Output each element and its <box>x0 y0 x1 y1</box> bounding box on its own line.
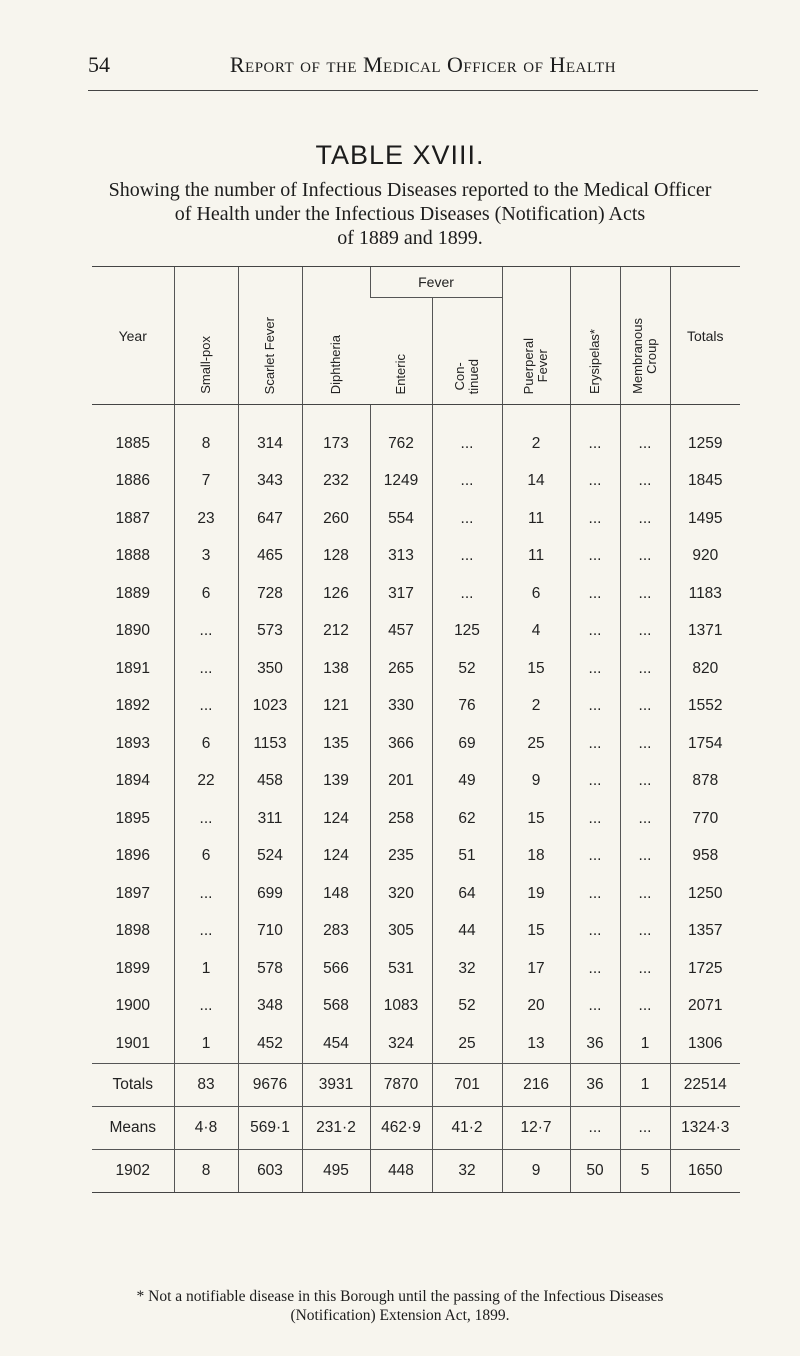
cell-enteric: 313 <box>370 538 432 576</box>
cell-smallpox: 83 <box>174 1063 238 1106</box>
cell-membranous-croup: 1 <box>620 1063 670 1106</box>
cell-scarlet-fever: 9676 <box>238 1063 302 1106</box>
table-body <box>92 405 740 1193</box>
cell-smallpox: ... <box>174 688 238 726</box>
cell-continued: 76 <box>432 688 502 726</box>
cell-scarlet-fever: 458 <box>238 763 302 801</box>
cell-year: 1885 <box>115 434 150 452</box>
cell-puerperal-fever: 25 <box>502 725 570 763</box>
cell-puerperal-fever: 17 <box>502 950 570 988</box>
cell-erysipelas: ... <box>570 725 620 763</box>
cell-continued: 52 <box>432 650 502 688</box>
cell-diphtheria: 135 <box>302 725 370 763</box>
table-row <box>92 800 740 838</box>
cell-scarlet-fever: 603 <box>238 1149 302 1192</box>
cell-erysipelas: ... <box>570 913 620 951</box>
cell-smallpox: 22 <box>174 763 238 801</box>
cell-continued: ... <box>432 463 502 501</box>
cell-membranous-croup: ... <box>620 500 670 538</box>
cell-erysipelas: ... <box>570 405 620 463</box>
cell-scarlet-fever: 465 <box>238 538 302 576</box>
table-row <box>92 500 740 538</box>
cell-totals: 1754 <box>670 725 740 763</box>
cell-membranous-croup: ... <box>620 1106 670 1149</box>
cell-scarlet-fever: 1023 <box>238 688 302 726</box>
cell-continued: 32 <box>432 950 502 988</box>
cell-year: 1901 <box>115 1034 150 1052</box>
col-header-year: Year <box>92 267 174 405</box>
cell-diphtheria: 148 <box>302 875 370 913</box>
cell-smallpox: ... <box>174 613 238 651</box>
cell-scarlet-fever: 452 <box>238 1025 302 1063</box>
cell-smallpox: 1 <box>174 950 238 988</box>
cell-membranous-croup: ... <box>620 838 670 876</box>
table-caption <box>50 178 770 250</box>
table-row <box>92 875 740 913</box>
cell-year: 1894 <box>115 772 150 790</box>
cell-puerperal-fever: 9 <box>502 763 570 801</box>
cell-year: 1893 <box>115 734 150 752</box>
cell-enteric: 201 <box>370 763 432 801</box>
cell-diphtheria: 232 <box>302 463 370 501</box>
table-row <box>92 1063 740 1106</box>
cell-continued: 51 <box>432 838 502 876</box>
cell-diphtheria: 566 <box>302 950 370 988</box>
cell-puerperal-fever: 15 <box>502 650 570 688</box>
cell-year: 1888 <box>115 547 150 565</box>
cell-enteric: 258 <box>370 800 432 838</box>
cell-continued: 52 <box>432 988 502 1026</box>
cell-membranous-croup: ... <box>620 575 670 613</box>
cell-puerperal-fever: 2 <box>502 688 570 726</box>
cell-erysipelas: ... <box>570 500 620 538</box>
cell-membranous-croup: ... <box>620 875 670 913</box>
table-row <box>92 1025 740 1063</box>
cell-scarlet-fever: 1153 <box>238 725 302 763</box>
cell-year: 1886 <box>115 472 150 490</box>
cell-smallpox: 4·8 <box>174 1106 238 1149</box>
table-row <box>92 1106 740 1149</box>
infectious-diseases-table <box>92 266 740 1193</box>
cell-year: 1887 <box>115 509 150 527</box>
cell-smallpox: ... <box>174 988 238 1026</box>
col-header-continued: Con- tinued <box>432 298 502 405</box>
cell-smallpox: 6 <box>174 575 238 613</box>
cell-year: 1890 <box>115 622 150 640</box>
cell-erysipelas: ... <box>570 463 620 501</box>
cell-erysipelas: 36 <box>570 1025 620 1063</box>
cell-scarlet-fever: 578 <box>238 950 302 988</box>
cell-totals: 1183 <box>670 575 740 613</box>
cell-scarlet-fever: 647 <box>238 500 302 538</box>
cell-enteric: 317 <box>370 575 432 613</box>
cell-erysipelas: ... <box>570 988 620 1026</box>
cell-continued: 64 <box>432 875 502 913</box>
cell-totals: 2071 <box>670 988 740 1026</box>
cell-membranous-croup: ... <box>620 913 670 951</box>
cell-year: Totals <box>92 1063 174 1106</box>
col-header-erysipelas: Erysipelas* <box>570 267 620 405</box>
table-row <box>92 763 740 801</box>
running-head <box>88 52 758 80</box>
table-row <box>92 575 740 613</box>
table-row <box>92 538 740 576</box>
caption-line: of 1889 and 1899. <box>337 227 483 249</box>
cell-enteric: 305 <box>370 913 432 951</box>
cell-diphtheria: 121 <box>302 688 370 726</box>
cell-scarlet-fever: 710 <box>238 913 302 951</box>
cell-membranous-croup: ... <box>620 463 670 501</box>
cell-continued: 125 <box>432 613 502 651</box>
cell-diphtheria: 128 <box>302 538 370 576</box>
table-row <box>92 725 740 763</box>
cell-continued: 701 <box>432 1063 502 1106</box>
cell-enteric: 366 <box>370 725 432 763</box>
cell-smallpox: 7 <box>174 463 238 501</box>
caption-line: of Health under the Infectious Diseases (Notification) Acts <box>174 203 646 225</box>
cell-scarlet-fever: 569·1 <box>238 1106 302 1149</box>
cell-totals: 878 <box>670 763 740 801</box>
cell-membranous-croup: ... <box>620 763 670 801</box>
footnote-line: * Not a notifiable disease in this Borough until the passing of the Infectious Diseases <box>136 1288 664 1305</box>
cell-diphtheria: 124 <box>302 800 370 838</box>
cell-puerperal-fever: 11 <box>502 500 570 538</box>
table-row <box>92 838 740 876</box>
cell-year: 1895 <box>115 809 150 827</box>
cell-erysipelas: ... <box>570 1106 620 1149</box>
cell-smallpox: 8 <box>174 405 238 463</box>
cell-totals: 770 <box>670 800 740 838</box>
cell-puerperal-fever: 14 <box>502 463 570 501</box>
cell-enteric: 235 <box>370 838 432 876</box>
cell-puerperal-fever: 15 <box>502 800 570 838</box>
cell-membranous-croup: 1 <box>620 1025 670 1063</box>
cell-smallpox: 6 <box>174 725 238 763</box>
cell-erysipelas: ... <box>570 650 620 688</box>
cell-scarlet-fever: 524 <box>238 838 302 876</box>
cell-smallpox: 8 <box>174 1149 238 1192</box>
cell-diphtheria: 173 <box>302 405 370 463</box>
cell-totals: 1259 <box>670 405 740 463</box>
cell-enteric: 324 <box>370 1025 432 1063</box>
cell-smallpox: 6 <box>174 838 238 876</box>
cell-smallpox: ... <box>174 875 238 913</box>
cell-diphtheria: 126 <box>302 575 370 613</box>
cell-enteric: 448 <box>370 1149 432 1192</box>
cell-smallpox: ... <box>174 800 238 838</box>
cell-scarlet-fever: 350 <box>238 650 302 688</box>
cell-puerperal-fever: 18 <box>502 838 570 876</box>
cell-erysipelas: ... <box>570 613 620 651</box>
cell-smallpox: 3 <box>174 538 238 576</box>
cell-continued: 32 <box>432 1149 502 1192</box>
cell-diphtheria: 138 <box>302 650 370 688</box>
cell-diphtheria: 260 <box>302 500 370 538</box>
footnote-line: (Notification) Extension Act, 1899. <box>290 1307 510 1324</box>
table-row <box>92 463 740 501</box>
cell-diphtheria: 139 <box>302 763 370 801</box>
cell-scarlet-fever: 311 <box>238 800 302 838</box>
cell-year: 1899 <box>115 959 150 977</box>
cell-erysipelas: ... <box>570 763 620 801</box>
cell-year: 1897 <box>115 884 150 902</box>
cell-enteric: 554 <box>370 500 432 538</box>
cell-totals: 1552 <box>670 688 740 726</box>
cell-enteric: 762 <box>370 405 432 463</box>
cell-totals: 1371 <box>670 613 740 651</box>
cell-diphtheria: 495 <box>302 1149 370 1192</box>
cell-enteric: 330 <box>370 688 432 726</box>
cell-puerperal-fever: 216 <box>502 1063 570 1106</box>
page-number: 54 <box>88 52 110 77</box>
cell-diphtheria: 231·2 <box>302 1106 370 1149</box>
cell-diphtheria: 568 <box>302 988 370 1026</box>
cell-enteric: 265 <box>370 650 432 688</box>
cell-puerperal-fever: 6 <box>502 575 570 613</box>
cell-erysipelas: ... <box>570 800 620 838</box>
cell-totals: 958 <box>670 838 740 876</box>
col-header-diphtheria: Diphtheria <box>302 267 370 405</box>
cell-scarlet-fever: 314 <box>238 405 302 463</box>
cell-diphtheria: 454 <box>302 1025 370 1063</box>
cell-enteric: 1249 <box>370 463 432 501</box>
cell-diphtheria: 3931 <box>302 1063 370 1106</box>
table-row <box>92 1149 740 1192</box>
cell-membranous-croup: ... <box>620 988 670 1026</box>
cell-smallpox: ... <box>174 913 238 951</box>
table-row <box>92 988 740 1026</box>
cell-puerperal-fever: 20 <box>502 988 570 1026</box>
cell-continued: 25 <box>432 1025 502 1063</box>
cell-puerperal-fever: 13 <box>502 1025 570 1063</box>
cell-enteric: 457 <box>370 613 432 651</box>
cell-year: 1900 <box>115 997 150 1015</box>
cell-membranous-croup: ... <box>620 650 670 688</box>
cell-totals: 820 <box>670 650 740 688</box>
cell-totals: 1250 <box>670 875 740 913</box>
table-row <box>92 913 740 951</box>
cell-continued: 69 <box>432 725 502 763</box>
cell-scarlet-fever: 573 <box>238 613 302 651</box>
cell-membranous-croup: ... <box>620 800 670 838</box>
cell-puerperal-fever: 11 <box>502 538 570 576</box>
col-header-puerperal-fever: Puerperal Fever <box>502 267 570 405</box>
cell-smallpox: 1 <box>174 1025 238 1063</box>
cell-diphtheria: 283 <box>302 913 370 951</box>
table-row <box>92 613 740 651</box>
cell-puerperal-fever: 9 <box>502 1149 570 1192</box>
running-title: Report of the Medical Officer of Health <box>229 52 617 77</box>
cell-membranous-croup: 5 <box>620 1149 670 1192</box>
cell-membranous-croup: ... <box>620 950 670 988</box>
footnote <box>0 1287 800 1325</box>
col-header-totals: Totals <box>670 267 740 405</box>
cell-enteric: 462·9 <box>370 1106 432 1149</box>
cell-totals: 22514 <box>670 1063 740 1106</box>
cell-scarlet-fever: 699 <box>238 875 302 913</box>
cell-totals: 1725 <box>670 950 740 988</box>
cell-totals: 1495 <box>670 500 740 538</box>
cell-continued: ... <box>432 538 502 576</box>
cell-smallpox: ... <box>174 650 238 688</box>
cell-continued: 44 <box>432 913 502 951</box>
cell-enteric: 1083 <box>370 988 432 1026</box>
cell-continued: 49 <box>432 763 502 801</box>
table-row <box>92 950 740 988</box>
cell-diphtheria: 212 <box>302 613 370 651</box>
cell-erysipelas: ... <box>570 688 620 726</box>
cell-scarlet-fever: 343 <box>238 463 302 501</box>
cell-membranous-croup: ... <box>620 725 670 763</box>
cell-continued: ... <box>432 500 502 538</box>
cell-enteric: 7870 <box>370 1063 432 1106</box>
cell-puerperal-fever: 4 <box>502 613 570 651</box>
cell-year: Means <box>92 1106 174 1149</box>
cell-membranous-croup: ... <box>620 538 670 576</box>
cell-membranous-croup: ... <box>620 613 670 651</box>
cell-totals: 1650 <box>670 1149 740 1192</box>
cell-totals: 1357 <box>670 913 740 951</box>
cell-puerperal-fever: 2 <box>502 405 570 463</box>
cell-enteric: 320 <box>370 875 432 913</box>
cell-erysipelas: ... <box>570 538 620 576</box>
col-header-smallpox: Small-pox <box>174 267 238 405</box>
cell-enteric: 531 <box>370 950 432 988</box>
cell-puerperal-fever: 19 <box>502 875 570 913</box>
cell-year: 1889 <box>115 584 150 602</box>
col-header-enteric: Enteric <box>370 298 432 405</box>
table-row <box>92 650 740 688</box>
cell-membranous-croup: ... <box>620 688 670 726</box>
col-header-scarlet-fever: Scarlet Fever <box>238 267 302 405</box>
cell-erysipelas: ... <box>570 838 620 876</box>
cell-totals: 1845 <box>670 463 740 501</box>
table-title: TABLE XVIII. <box>315 140 485 170</box>
table-row <box>92 688 740 726</box>
cell-year: 1892 <box>115 697 150 715</box>
caption-line: Showing the number of Infectious Diseases reported to the Medical Officer <box>108 179 712 201</box>
cell-smallpox: 23 <box>174 500 238 538</box>
col-header-membranous-croup: Membranous Croup <box>620 267 670 405</box>
col-header-fever-group: Fever <box>370 267 502 298</box>
cell-erysipelas: ... <box>570 950 620 988</box>
cell-erysipelas: ... <box>570 875 620 913</box>
table-row <box>92 405 740 463</box>
header-rule <box>88 90 758 91</box>
cell-erysipelas: ... <box>570 575 620 613</box>
cell-totals: 920 <box>670 538 740 576</box>
cell-erysipelas: 36 <box>570 1063 620 1106</box>
cell-scarlet-fever: 348 <box>238 988 302 1026</box>
cell-year: 1898 <box>115 922 150 940</box>
cell-scarlet-fever: 728 <box>238 575 302 613</box>
cell-continued: ... <box>432 575 502 613</box>
cell-totals: 1324·3 <box>670 1106 740 1149</box>
cell-year: 1896 <box>115 847 150 865</box>
cell-diphtheria: 124 <box>302 838 370 876</box>
cell-erysipelas: 50 <box>570 1149 620 1192</box>
cell-puerperal-fever: 12·7 <box>502 1106 570 1149</box>
cell-year: 1902 <box>92 1149 174 1192</box>
cell-totals: 1306 <box>670 1025 740 1063</box>
cell-continued: 41·2 <box>432 1106 502 1149</box>
cell-membranous-croup: ... <box>620 405 670 463</box>
cell-year: 1891 <box>115 659 150 677</box>
cell-puerperal-fever: 15 <box>502 913 570 951</box>
cell-continued: 62 <box>432 800 502 838</box>
cell-continued: ... <box>432 405 502 463</box>
